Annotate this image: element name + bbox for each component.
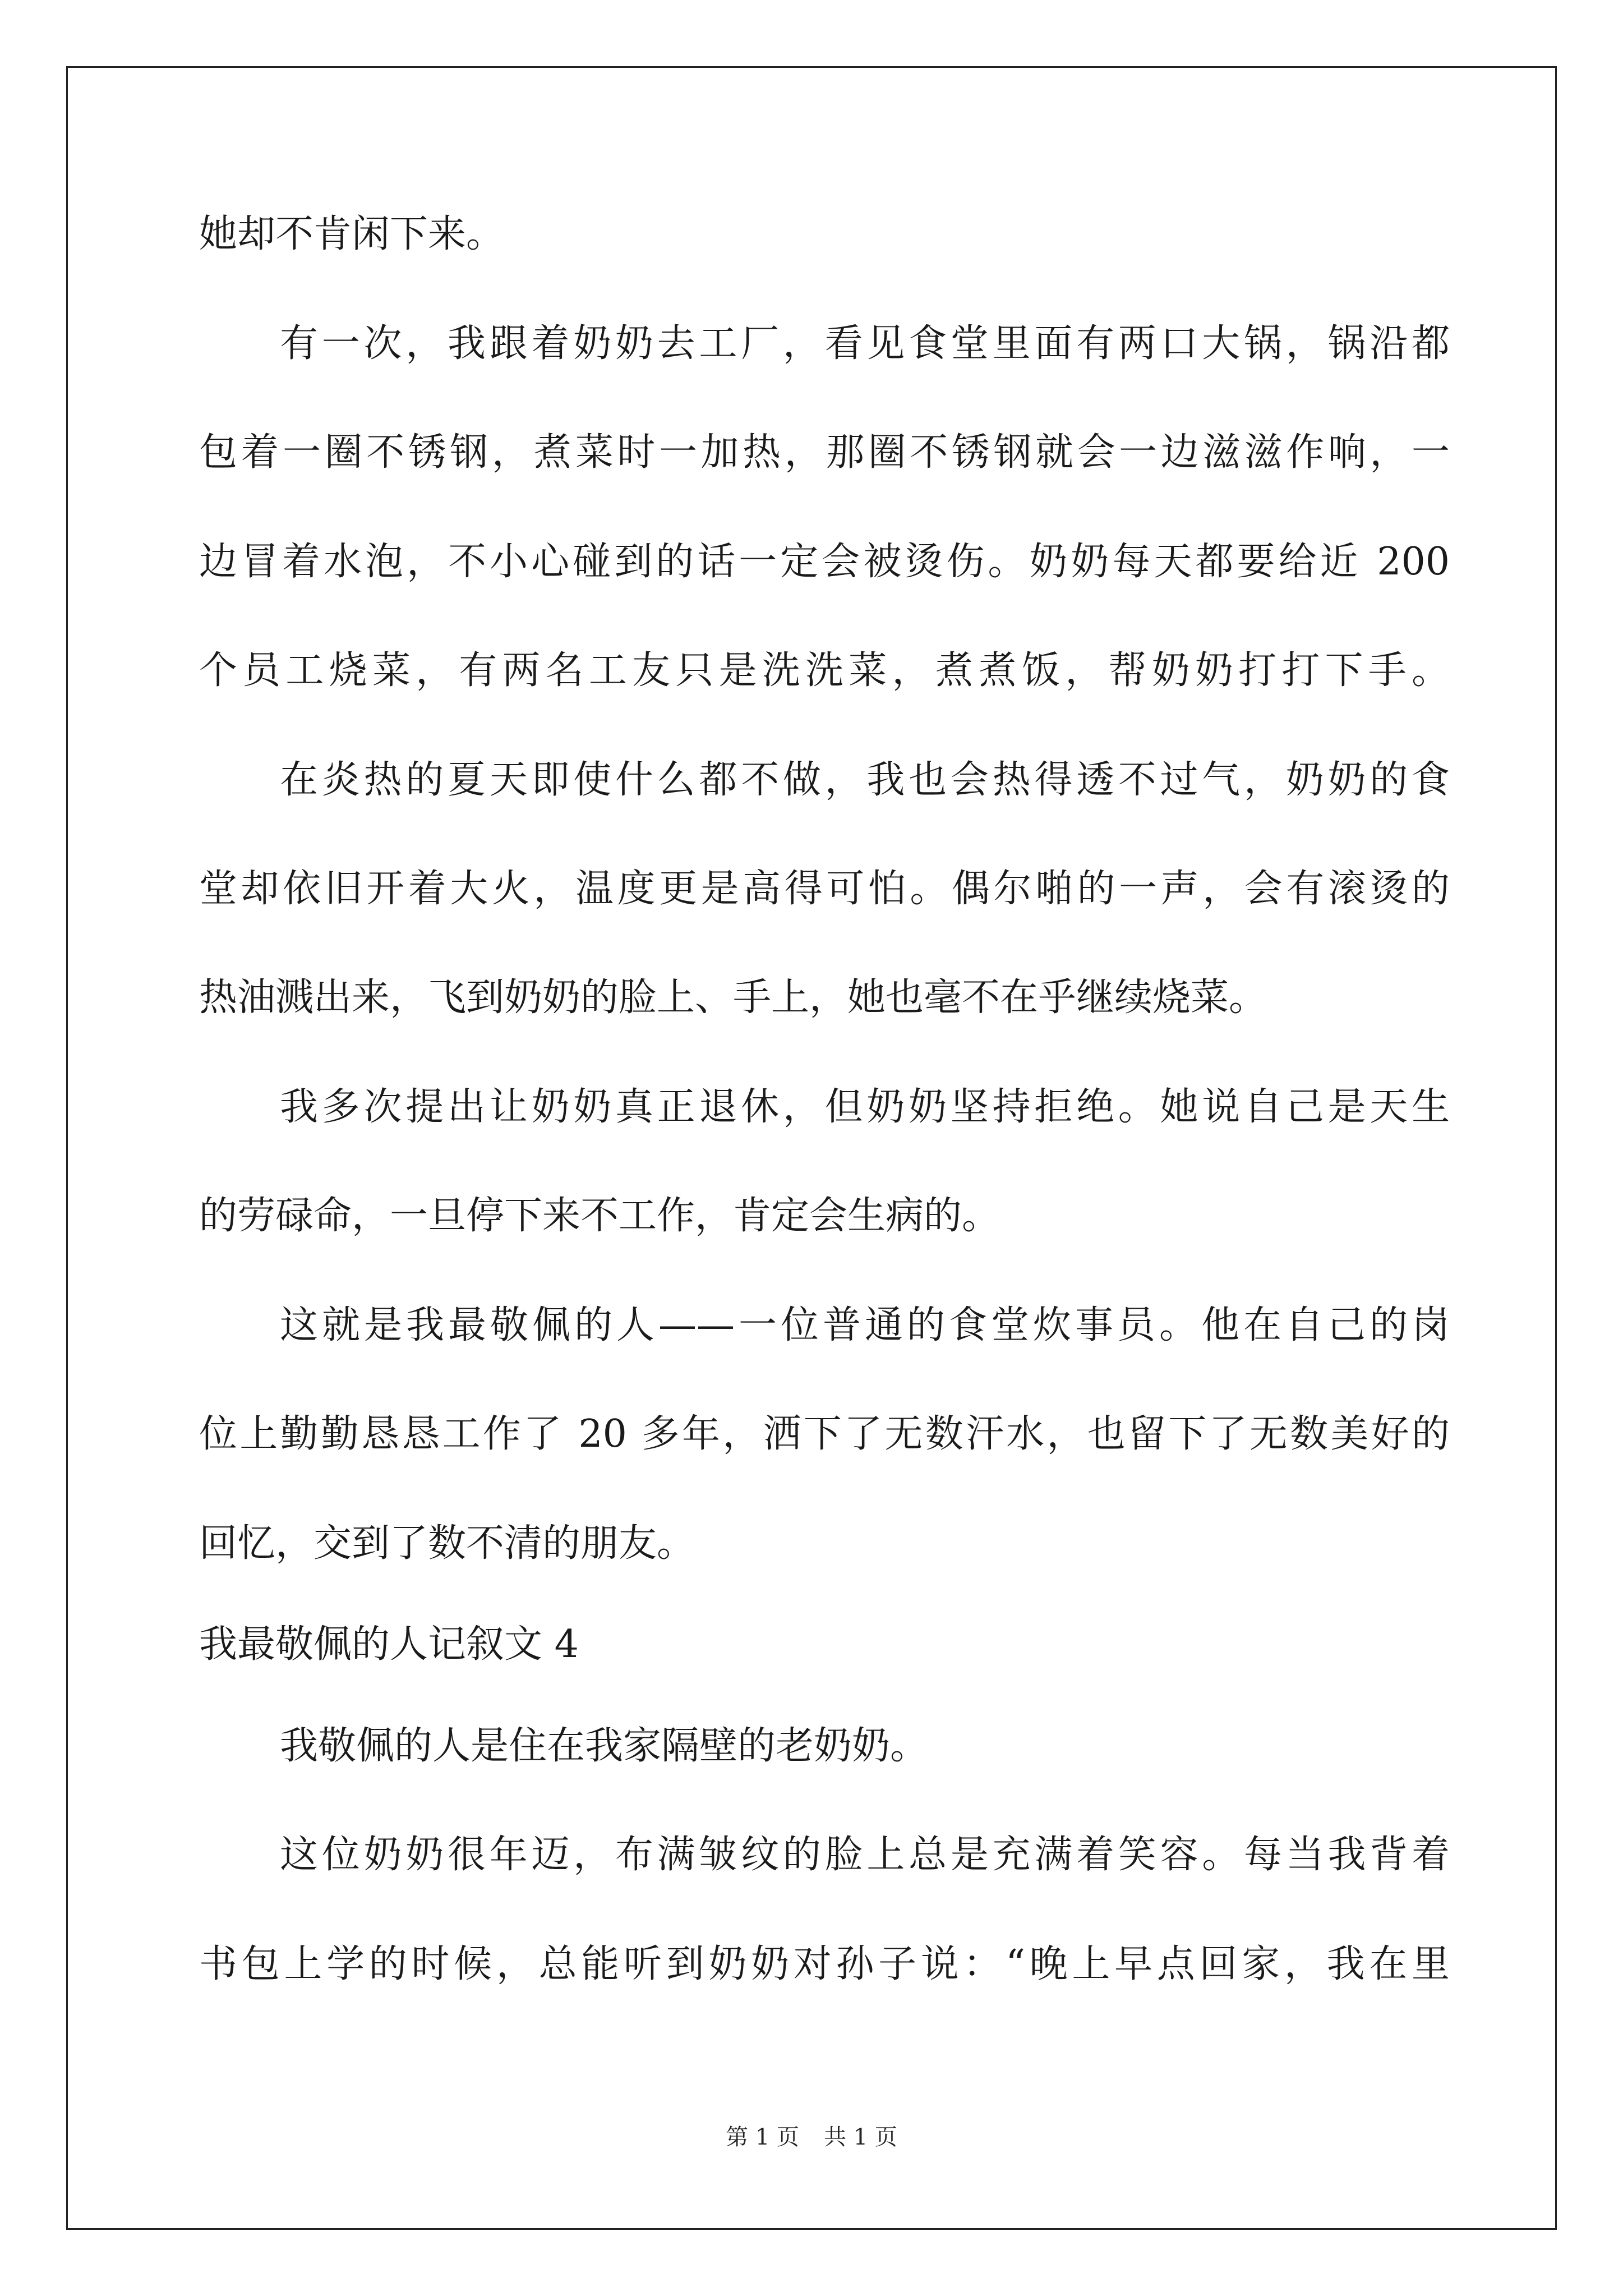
text-line: 热油溅出来，飞到奶奶的脸上、手上，她也毫不在乎继续烧菜。 [199, 976, 1267, 1020]
page-total: 共 1 页 [824, 2124, 897, 2150]
text-line: 她却不肯闲下来。 [199, 212, 505, 256]
text-line: 我敬佩的人是住在我家隔壁的老奶奶。 [280, 1724, 929, 1768]
text-line: 堂却依旧开着大火，温度更是高得可怕。偶尔啪的一声，会有滚烫的 [199, 867, 1450, 911]
text-line: 位上勤勤恳恳工作了 20 多年，洒下了无数汗水，也留下了无数美好的 [199, 1412, 1450, 1456]
text-line: 我多次提出让奶奶真正退休，但奶奶坚持拒绝。她说自己是天生 [280, 1085, 1450, 1129]
text-line: 的劳碌命，一旦停下来不工作，肯定会生病的。 [199, 1194, 1000, 1238]
text-line: 这位奶奶很年迈，布满皱纹的脸上总是充满着笑容。每当我背着 [280, 1833, 1450, 1877]
page-number: 第 1 页 [726, 2124, 799, 2150]
text-line: 个员工烧菜，有两名工友只是洗洗菜，煮煮饭，帮奶奶打打下手。 [199, 648, 1450, 693]
page-footer [0, 2123, 1623, 2151]
text-line: 回忆，交到了数不清的朋友。 [199, 1521, 695, 1566]
text-line: 边冒着水泡，不小心碰到的话一定会被烫伤。奶奶每天都要给近 200 [199, 540, 1450, 584]
text-line: 包着一圈不锈钢，煮菜时一加热，那圈不锈钢就会一边滋滋作响，一 [199, 430, 1450, 475]
text-line: 书包上学的时候，总能听到奶奶对孙子说：“晚上早点回家，我在里 [199, 1942, 1450, 1986]
page-border [66, 66, 1557, 2230]
text-line: 有一次，我跟着奶奶去工厂，看见食堂里面有两口大锅，锅沿都 [280, 321, 1450, 366]
section-heading: 我最敬佩的人记叙文 4 [199, 1622, 579, 1667]
text-line: 这就是我最敬佩的人——一位普通的食堂炊事员。他在自己的岗 [280, 1303, 1450, 1347]
text-line: 在炎热的夏天即使什么都不做，我也会热得透不过气，奶奶的食 [280, 758, 1450, 802]
